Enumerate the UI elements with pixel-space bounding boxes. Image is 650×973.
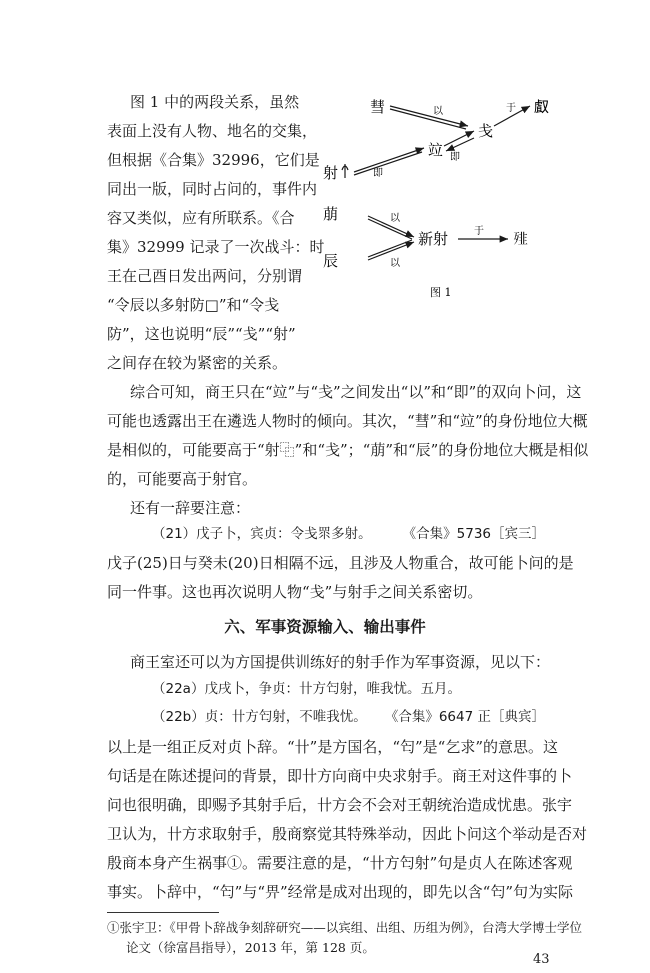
inscription-source: 《合集》6647 正［典宾］ (384, 709, 545, 725)
she-glyph-icon (342, 164, 348, 178)
text-line: 戊子(25)日与癸未(20)日相隔不远，且涉及人物重合，故可能卜问的是 (107, 554, 574, 572)
intro-line: 同出一版，同时占问的，事件内 (107, 180, 318, 198)
intro-line: “令辰以多射防□”和“令戋 (107, 296, 280, 314)
label-yi-b1: 以 (390, 213, 400, 224)
text-line: 问也很明确，即赐予其射手后，卄方会不会对王朝统治造成忧患。张宇 (107, 796, 573, 814)
text-line: 卫认为，卄方求取射手，殷商察觉其特殊举动，因此卜问这个举动是否对 (107, 825, 588, 843)
inscription-22a: （22a）戊戌卜，争贞：卄方匄射，唯我忧。五月。 (152, 681, 461, 697)
intro-line: 集》32999 记录了一次战斗：时 (107, 238, 325, 256)
text-line: 以上是一组正反对贞卜辞。“卄”是方国名，“匄”是“乞求”的意思。这 (107, 738, 559, 756)
footnote-line: 论文（徐富昌指导），2013 年，第 128 页。 (126, 940, 375, 955)
inscription-text: （22b）贞：卄方匄射，不唯我忧。 (152, 709, 367, 725)
relation-diagram (318, 88, 558, 303)
text-line: 同一件事。这也再次说明人物“戋”与射手之间关系密切。 (107, 583, 483, 601)
figure-caption: 图 1 (430, 286, 452, 299)
label-yu-bottom: 于 (474, 226, 484, 237)
text-line: 可能也透露出王在遴选人物时的倾向。其次，“彗”和“竝”的身份地位大概 (107, 412, 588, 430)
intro-line: 表面上没有人物、地名的交集， (107, 122, 318, 140)
label-yi-top: 以 (433, 106, 443, 117)
text-line: 殷商本身产生祸事①。需要注意的是，“卄方匄射”句是贞人在陈述客观 (107, 854, 573, 872)
intro-line: 之间存在较为紧密的关系。 (107, 354, 288, 372)
text-line: 综合可知，商王只在“竝”与“戋”之间发出“以”和“即”的双向卜问，这 (130, 383, 582, 401)
inscription-21 (152, 520, 545, 549)
label-ji-left: 即 (373, 168, 383, 179)
inscription-text: （21）戊子卜，宾贞：令戋眔多射。 (152, 526, 372, 542)
intro-line: 图 1 中的两段关系，虽然 (130, 93, 300, 111)
label-yi-b2: 以 (390, 258, 400, 269)
intro-line: 容又类似，应有所联系。《合 (107, 209, 295, 227)
label-yu-top: 于 (506, 103, 516, 114)
text-line: 事实。卜辞中，“匄”与“畀”经常是成对出现的，即先以含“匄”句为实际 (107, 883, 574, 901)
section-heading: 六、军事资源输入、输出事件 (224, 618, 426, 636)
intro-line: 王在己酉日发出两问，分别谓 (107, 267, 303, 285)
node-target-bottom: 𩐁 (513, 230, 529, 248)
inscription-source: 《合集》5736［宾三］ (402, 526, 545, 542)
node-jian: 戋 (478, 122, 494, 140)
text-line: 商王室还可以为方国提供训练好的射手作为军事资源，见以下： (130, 653, 551, 671)
footnote-rule (107, 912, 219, 913)
node-target-top: 𠭯 (534, 98, 550, 116)
intro-line: 防”，这也说明“辰”“戋”“射” (107, 325, 296, 343)
figure-1 (318, 88, 558, 303)
node-she: 射 (323, 164, 339, 182)
text-line: 句话是在陈述提问的背景，即卄方向商中央求射手。商王对这件事的卜 (107, 767, 573, 785)
node-chen: 辰 (323, 252, 339, 270)
text-line: 的，可能要高于射官。 (107, 470, 258, 488)
text-line: 还有一辞要注意： (130, 499, 251, 517)
inscription-22b (152, 703, 545, 732)
node-xinshe: 新射 (418, 230, 449, 248)
node-peng: 萠 (323, 205, 339, 223)
node-hui: 彗 (370, 98, 386, 116)
text-line: 是相似的，可能要高于“射⿻”和“戋”；“萠”和“辰”的身份地位大概是相似 (107, 441, 589, 459)
label-ji-mid: 即 (450, 152, 460, 163)
node-li: 竝 (428, 141, 444, 159)
intro-line: 但根据《合集》32996，它们是 (107, 151, 320, 169)
footnote-line: ①张宇卫：《甲骨卜辞战争刻辞研究——以宾组、出组、历组为例》，台湾大学博士学位 (107, 920, 583, 935)
page-number: 43 (533, 952, 550, 967)
